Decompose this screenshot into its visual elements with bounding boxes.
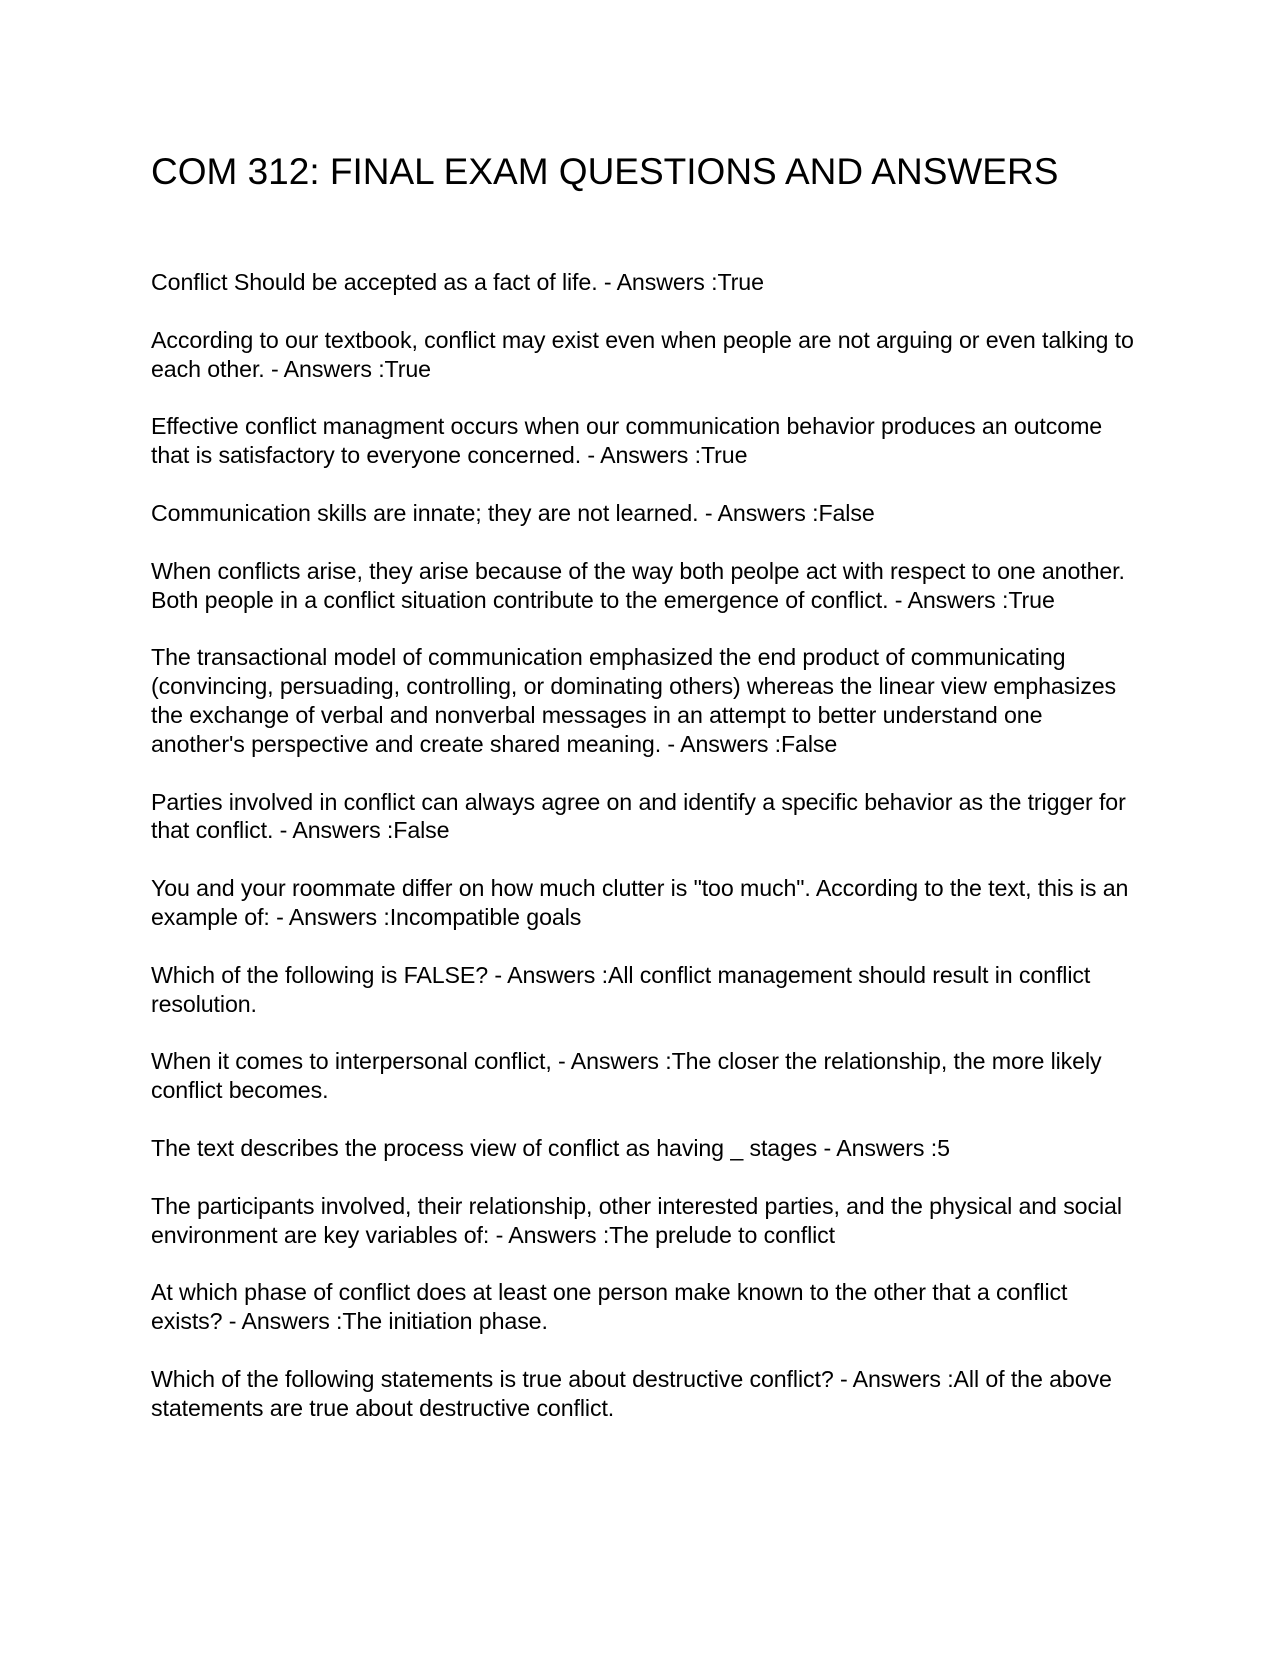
qa-item: The participants involved, their relationship, other interested parties, and the physical and social environment are key variables of: - Answers :The prelude to conflict xyxy=(151,1192,1122,1248)
qa-item: You and your roommate differ on how much clutter is "too much". According to the text, this is an example of: - Answers :Incompatible goals xyxy=(151,875,1129,930)
qa-item: Effective conflict managment occurs when our communication behavior produces an outcome that is satisfactory to everyone concerned. - Answers :True xyxy=(151,413,1103,469)
qa-item: The text describes the process view of conflict as having _ stages - Answers :5 xyxy=(151,1134,950,1161)
document-title: COM 312: FINAL EXAM QUESTIONS AND ANSWERS xyxy=(151,151,1059,192)
qa-list xyxy=(151,268,1136,1452)
qa-item: When conflicts arise, they arise because of the way both peolpe act with respect to one another. Both people in a conflict situation contribute to the emergence of conflict. - Answers :True xyxy=(151,557,1125,613)
qa-item: The transactional model of communication emphasized the end product of communicating (convincing, persuading, controlling, or dominating others) whereas the linear view emphasizes the exchange of verbal and nonverbal messages in an attempt to better understand one another's perspective and create shared meaning. - Answers :False xyxy=(151,644,1116,757)
qa-item: Conflict Should be accepted as a fact of life. - Answers :True xyxy=(151,269,764,295)
qa-item: According to our textbook, conflict may exist even when people are not arguing or even talking to each other. - Answers :True xyxy=(151,326,1134,382)
qa-item: When it comes to interpersonal conflict, - Answers :The closer the relationship, the more likely conflict becomes. xyxy=(151,1048,1102,1104)
qa-item: At which phase of conflict does at least one person make known to the other that a conflict exists? - Answers :The initiation phase. xyxy=(151,1279,1068,1335)
qa-item: Which of the following is FALSE? - Answers :All conflict management should result in conflict resolution. xyxy=(151,961,1091,1017)
qa-item: Communication skills are innate; they are not learned. - Answers :False xyxy=(151,499,875,526)
qa-item: Parties involved in conflict can always agree on and identify a specific behavior as the trigger for that conflict. - Answers :False xyxy=(151,788,1126,844)
qa-item: Which of the following statements is true about destructive conflict? - Answers :All of the above statements are true about destructive conflict. xyxy=(151,1365,1112,1421)
